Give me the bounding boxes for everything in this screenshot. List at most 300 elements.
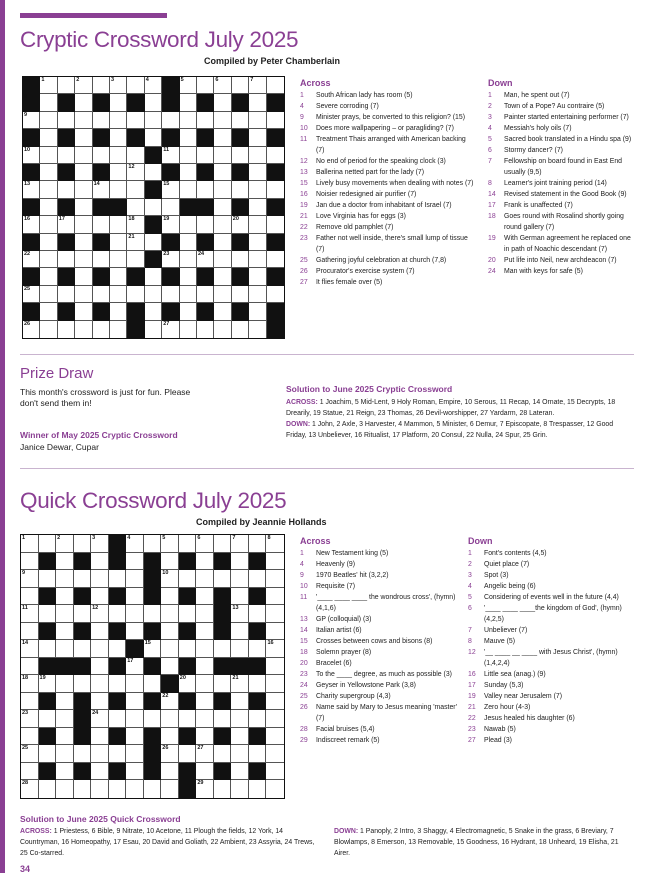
grid-cell[interactable] [126, 623, 144, 641]
grid-cell[interactable] [75, 286, 92, 303]
grid-cell[interactable] [214, 77, 231, 94]
grid-cell[interactable] [231, 728, 249, 746]
grid-cell[interactable] [91, 745, 109, 763]
grid-cell[interactable] [126, 570, 144, 588]
grid-cell[interactable] [75, 199, 92, 216]
grid-cell[interactable] [75, 112, 92, 129]
grid-cell[interactable] [56, 728, 74, 746]
grid-cell[interactable] [144, 710, 162, 728]
grid-cell[interactable] [162, 147, 179, 164]
grid-cell[interactable] [21, 640, 39, 658]
grid-cell[interactable] [249, 286, 266, 303]
grid-cell[interactable] [214, 675, 232, 693]
grid-cell[interactable] [110, 268, 127, 285]
grid-cell[interactable] [162, 199, 179, 216]
grid-cell[interactable] [231, 710, 249, 728]
grid-cell[interactable] [231, 553, 249, 571]
grid-cell[interactable] [266, 693, 284, 711]
grid-cell[interactable] [91, 728, 109, 746]
grid-cell[interactable] [56, 693, 74, 711]
grid-cell[interactable] [56, 675, 74, 693]
grid-cell[interactable] [214, 164, 231, 181]
grid-cell[interactable] [267, 216, 284, 233]
grid-cell[interactable] [144, 535, 162, 553]
grid-cell[interactable] [91, 623, 109, 641]
grid-cell[interactable] [74, 640, 92, 658]
grid-cell[interactable] [23, 321, 40, 338]
grid-cell[interactable] [109, 780, 127, 798]
grid-cell[interactable] [40, 147, 57, 164]
grid-cell[interactable] [144, 605, 162, 623]
grid-cell[interactable] [58, 77, 75, 94]
grid-cell[interactable] [56, 640, 74, 658]
grid-cell[interactable] [75, 129, 92, 146]
grid-cell[interactable] [39, 675, 57, 693]
grid-cell[interactable] [232, 321, 249, 338]
grid-cell[interactable] [91, 658, 109, 676]
grid-cell[interactable] [179, 605, 197, 623]
grid-cell[interactable] [74, 535, 92, 553]
grid-cell[interactable] [91, 535, 109, 553]
grid-cell[interactable] [266, 640, 284, 658]
grid-cell[interactable] [214, 303, 231, 320]
grid-cell[interactable] [58, 251, 75, 268]
grid-cell[interactable] [21, 710, 39, 728]
grid-cell[interactable] [74, 675, 92, 693]
grid-cell[interactable] [126, 535, 144, 553]
grid-cell[interactable] [249, 640, 267, 658]
grid-cell[interactable] [249, 77, 266, 94]
grid-cell[interactable] [74, 745, 92, 763]
grid-cell[interactable] [180, 112, 197, 129]
grid-cell[interactable] [126, 588, 144, 606]
grid-cell[interactable] [93, 112, 110, 129]
grid-cell[interactable] [180, 181, 197, 198]
grid-cell[interactable] [266, 535, 284, 553]
grid-cell[interactable] [145, 286, 162, 303]
grid-cell[interactable] [39, 745, 57, 763]
grid-cell[interactable] [214, 129, 231, 146]
grid-cell[interactable] [40, 251, 57, 268]
grid-cell[interactable] [40, 112, 57, 129]
grid-cell[interactable] [127, 286, 144, 303]
grid-cell[interactable] [93, 286, 110, 303]
grid-cell[interactable] [266, 658, 284, 676]
grid-cell[interactable] [214, 570, 232, 588]
grid-cell[interactable] [40, 181, 57, 198]
grid-cell[interactable] [214, 535, 232, 553]
grid-cell[interactable] [40, 321, 57, 338]
grid-cell[interactable] [266, 675, 284, 693]
grid-cell[interactable] [180, 164, 197, 181]
grid-cell[interactable] [39, 535, 57, 553]
grid-cell[interactable] [21, 780, 39, 798]
grid-cell[interactable] [266, 728, 284, 746]
grid-cell[interactable] [126, 553, 144, 571]
grid-cell[interactable] [23, 147, 40, 164]
grid-cell[interactable] [93, 321, 110, 338]
grid-cell[interactable] [214, 710, 232, 728]
grid-cell[interactable] [214, 199, 231, 216]
grid-cell[interactable] [197, 251, 214, 268]
grid-cell[interactable] [196, 710, 214, 728]
grid-cell[interactable] [145, 164, 162, 181]
grid-cell[interactable] [145, 112, 162, 129]
grid-cell[interactable] [214, 321, 231, 338]
grid-cell[interactable] [266, 710, 284, 728]
grid-cell[interactable] [110, 181, 127, 198]
grid-cell[interactable] [232, 112, 249, 129]
grid-cell[interactable] [109, 675, 127, 693]
grid-cell[interactable] [249, 129, 266, 146]
grid-cell[interactable] [74, 780, 92, 798]
grid-cell[interactable] [110, 321, 127, 338]
grid-cell[interactable] [249, 268, 266, 285]
grid-cell[interactable] [110, 77, 127, 94]
grid-cell[interactable] [196, 658, 214, 676]
grid-cell[interactable] [58, 321, 75, 338]
grid-cell[interactable] [196, 588, 214, 606]
grid-cell[interactable] [214, 94, 231, 111]
grid-cell[interactable] [21, 553, 39, 571]
grid-cell[interactable] [91, 780, 109, 798]
grid-cell[interactable] [39, 605, 57, 623]
grid-cell[interactable] [21, 728, 39, 746]
grid-cell[interactable] [214, 181, 231, 198]
grid-cell[interactable] [231, 570, 249, 588]
grid-cell[interactable] [74, 570, 92, 588]
grid-cell[interactable] [266, 570, 284, 588]
grid-cell[interactable] [145, 199, 162, 216]
quick-grid[interactable] [20, 534, 285, 799]
grid-cell[interactable] [145, 234, 162, 251]
grid-cell[interactable] [196, 745, 214, 763]
grid-cell[interactable] [127, 251, 144, 268]
grid-cell[interactable] [197, 112, 214, 129]
grid-cell[interactable] [144, 780, 162, 798]
grid-cell[interactable] [214, 112, 231, 129]
grid-cell[interactable] [232, 286, 249, 303]
grid-cell[interactable] [126, 605, 144, 623]
grid-cell[interactable] [180, 321, 197, 338]
grid-cell[interactable] [75, 216, 92, 233]
grid-cell[interactable] [110, 303, 127, 320]
grid-cell[interactable] [21, 763, 39, 781]
grid-cell[interactable] [75, 303, 92, 320]
grid-cell[interactable] [161, 745, 179, 763]
grid-cell[interactable] [196, 675, 214, 693]
grid-cell[interactable] [93, 216, 110, 233]
grid-cell[interactable] [197, 286, 214, 303]
grid-cell[interactable] [249, 251, 266, 268]
grid-cell[interactable] [91, 553, 109, 571]
grid-cell[interactable] [110, 129, 127, 146]
grid-cell[interactable] [196, 693, 214, 711]
grid-cell[interactable] [232, 181, 249, 198]
grid-cell[interactable] [23, 181, 40, 198]
grid-cell[interactable] [266, 588, 284, 606]
grid-cell[interactable] [126, 710, 144, 728]
grid-cell[interactable] [56, 535, 74, 553]
grid-cell[interactable] [21, 675, 39, 693]
grid-cell[interactable] [180, 94, 197, 111]
grid-cell[interactable] [214, 251, 231, 268]
grid-cell[interactable] [197, 147, 214, 164]
grid-cell[interactable] [196, 553, 214, 571]
grid-cell[interactable] [179, 535, 197, 553]
grid-cell[interactable] [249, 216, 266, 233]
grid-cell[interactable] [196, 605, 214, 623]
grid-cell[interactable] [162, 112, 179, 129]
grid-cell[interactable] [56, 780, 74, 798]
grid-cell[interactable] [75, 147, 92, 164]
grid-cell[interactable] [58, 181, 75, 198]
grid-cell[interactable] [161, 535, 179, 553]
grid-cell[interactable] [40, 94, 57, 111]
grid-cell[interactable] [126, 693, 144, 711]
grid-cell[interactable] [249, 570, 267, 588]
grid-cell[interactable] [197, 77, 214, 94]
grid-cell[interactable] [91, 675, 109, 693]
grid-cell[interactable] [231, 675, 249, 693]
grid-cell[interactable] [110, 112, 127, 129]
grid-cell[interactable] [162, 216, 179, 233]
grid-cell[interactable] [110, 251, 127, 268]
grid-cell[interactable] [266, 605, 284, 623]
grid-cell[interactable] [109, 710, 127, 728]
grid-cell[interactable] [179, 570, 197, 588]
grid-cell[interactable] [231, 763, 249, 781]
grid-cell[interactable] [180, 216, 197, 233]
grid-cell[interactable] [267, 286, 284, 303]
grid-cell[interactable] [179, 640, 197, 658]
grid-cell[interactable] [21, 605, 39, 623]
grid-cell[interactable] [161, 640, 179, 658]
grid-cell[interactable] [145, 303, 162, 320]
grid-cell[interactable] [161, 763, 179, 781]
grid-cell[interactable] [214, 640, 232, 658]
grid-cell[interactable] [58, 147, 75, 164]
grid-cell[interactable] [126, 675, 144, 693]
grid-cell[interactable] [214, 745, 232, 763]
grid-cell[interactable] [145, 77, 162, 94]
grid-cell[interactable] [161, 623, 179, 641]
grid-cell[interactable] [110, 216, 127, 233]
grid-cell[interactable] [93, 181, 110, 198]
grid-cell[interactable] [39, 780, 57, 798]
grid-cell[interactable] [249, 234, 266, 251]
grid-cell[interactable] [75, 321, 92, 338]
grid-cell[interactable] [23, 251, 40, 268]
grid-cell[interactable] [39, 710, 57, 728]
grid-cell[interactable] [145, 94, 162, 111]
grid-cell[interactable] [249, 780, 267, 798]
grid-cell[interactable] [145, 321, 162, 338]
grid-cell[interactable] [231, 605, 249, 623]
grid-cell[interactable] [21, 623, 39, 641]
grid-cell[interactable] [56, 570, 74, 588]
grid-cell[interactable] [267, 147, 284, 164]
grid-cell[interactable] [56, 763, 74, 781]
grid-cell[interactable] [109, 605, 127, 623]
grid-cell[interactable] [161, 570, 179, 588]
grid-cell[interactable] [266, 780, 284, 798]
grid-cell[interactable] [145, 129, 162, 146]
grid-cell[interactable] [249, 199, 266, 216]
grid-cell[interactable] [196, 535, 214, 553]
grid-cell[interactable] [56, 745, 74, 763]
grid-cell[interactable] [231, 780, 249, 798]
grid-cell[interactable] [110, 286, 127, 303]
grid-cell[interactable] [75, 94, 92, 111]
grid-cell[interactable] [196, 640, 214, 658]
grid-cell[interactable] [162, 321, 179, 338]
grid-cell[interactable] [91, 605, 109, 623]
grid-cell[interactable] [249, 605, 267, 623]
grid-cell[interactable] [75, 268, 92, 285]
grid-cell[interactable] [267, 77, 284, 94]
grid-cell[interactable] [232, 216, 249, 233]
grid-cell[interactable] [232, 147, 249, 164]
grid-cell[interactable] [91, 693, 109, 711]
grid-cell[interactable] [144, 675, 162, 693]
grid-cell[interactable] [40, 303, 57, 320]
grid-cell[interactable] [267, 251, 284, 268]
grid-cell[interactable] [197, 181, 214, 198]
grid-cell[interactable] [126, 780, 144, 798]
grid-cell[interactable] [40, 216, 57, 233]
grid-cell[interactable] [214, 234, 231, 251]
grid-cell[interactable] [75, 181, 92, 198]
grid-cell[interactable] [231, 535, 249, 553]
grid-cell[interactable] [39, 570, 57, 588]
grid-cell[interactable] [249, 181, 266, 198]
grid-cell[interactable] [58, 286, 75, 303]
grid-cell[interactable] [249, 745, 267, 763]
grid-cell[interactable] [214, 286, 231, 303]
grid-cell[interactable] [91, 570, 109, 588]
grid-cell[interactable] [249, 147, 266, 164]
grid-cell[interactable] [180, 147, 197, 164]
grid-cell[interactable] [196, 728, 214, 746]
grid-cell[interactable] [249, 710, 267, 728]
grid-cell[interactable] [127, 216, 144, 233]
grid-cell[interactable] [197, 216, 214, 233]
grid-cell[interactable] [266, 763, 284, 781]
grid-cell[interactable] [162, 251, 179, 268]
grid-cell[interactable] [161, 605, 179, 623]
grid-cell[interactable] [249, 303, 266, 320]
grid-cell[interactable] [180, 129, 197, 146]
grid-cell[interactable] [180, 251, 197, 268]
grid-cell[interactable] [109, 570, 127, 588]
grid-cell[interactable] [179, 745, 197, 763]
grid-cell[interactable] [127, 181, 144, 198]
grid-cell[interactable] [180, 234, 197, 251]
grid-cell[interactable] [180, 77, 197, 94]
grid-cell[interactable] [40, 129, 57, 146]
grid-cell[interactable] [110, 147, 127, 164]
grid-cell[interactable] [110, 234, 127, 251]
grid-cell[interactable] [267, 112, 284, 129]
grid-cell[interactable] [21, 570, 39, 588]
grid-cell[interactable] [127, 164, 144, 181]
grid-cell[interactable] [40, 164, 57, 181]
grid-cell[interactable] [93, 251, 110, 268]
grid-cell[interactable] [56, 553, 74, 571]
grid-cell[interactable] [161, 658, 179, 676]
grid-cell[interactable] [232, 77, 249, 94]
grid-cell[interactable] [56, 605, 74, 623]
grid-cell[interactable] [214, 147, 231, 164]
grid-cell[interactable] [161, 780, 179, 798]
grid-cell[interactable] [127, 199, 144, 216]
grid-cell[interactable] [21, 588, 39, 606]
grid-cell[interactable] [21, 693, 39, 711]
grid-cell[interactable] [40, 77, 57, 94]
grid-cell[interactable] [23, 216, 40, 233]
grid-cell[interactable] [110, 164, 127, 181]
grid-cell[interactable] [21, 745, 39, 763]
grid-cell[interactable] [161, 693, 179, 711]
grid-cell[interactable] [93, 77, 110, 94]
grid-cell[interactable] [180, 286, 197, 303]
grid-cell[interactable] [214, 780, 232, 798]
grid-cell[interactable] [161, 728, 179, 746]
grid-cell[interactable] [249, 164, 266, 181]
grid-cell[interactable] [231, 623, 249, 641]
grid-cell[interactable] [58, 216, 75, 233]
grid-cell[interactable] [40, 268, 57, 285]
grid-cell[interactable] [249, 675, 267, 693]
grid-cell[interactable] [23, 112, 40, 129]
grid-cell[interactable] [91, 763, 109, 781]
grid-cell[interactable] [197, 321, 214, 338]
grid-cell[interactable] [266, 553, 284, 571]
grid-cell[interactable] [179, 710, 197, 728]
grid-cell[interactable] [23, 286, 40, 303]
grid-cell[interactable] [231, 693, 249, 711]
grid-cell[interactable] [161, 588, 179, 606]
grid-cell[interactable] [196, 780, 214, 798]
grid-cell[interactable] [249, 112, 266, 129]
grid-cell[interactable] [196, 570, 214, 588]
grid-cell[interactable] [161, 553, 179, 571]
grid-cell[interactable] [21, 658, 39, 676]
grid-cell[interactable] [145, 268, 162, 285]
grid-cell[interactable] [266, 745, 284, 763]
grid-cell[interactable] [162, 181, 179, 198]
grid-cell[interactable] [126, 745, 144, 763]
grid-cell[interactable] [91, 588, 109, 606]
grid-cell[interactable] [21, 535, 39, 553]
grid-cell[interactable] [56, 710, 74, 728]
grid-cell[interactable] [267, 181, 284, 198]
grid-cell[interactable] [40, 286, 57, 303]
cryptic-grid[interactable] [22, 76, 285, 339]
grid-cell[interactable] [109, 745, 127, 763]
grid-cell[interactable] [74, 605, 92, 623]
grid-cell[interactable] [231, 745, 249, 763]
grid-cell[interactable] [144, 640, 162, 658]
grid-cell[interactable] [91, 710, 109, 728]
grid-cell[interactable] [249, 94, 266, 111]
grid-cell[interactable] [75, 251, 92, 268]
grid-cell[interactable] [40, 234, 57, 251]
grid-cell[interactable] [110, 94, 127, 111]
grid-cell[interactable] [126, 728, 144, 746]
grid-cell[interactable] [196, 623, 214, 641]
